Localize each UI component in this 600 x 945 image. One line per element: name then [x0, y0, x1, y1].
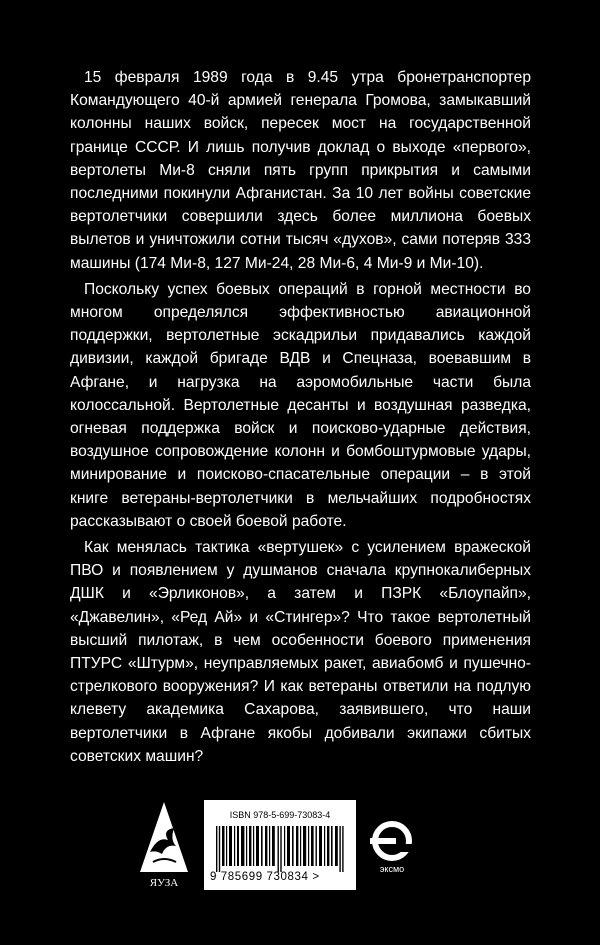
paragraph-3: Как менялась тактика «вертушек» с усилением вражеской ПВО и появлением у душманов сначала крупнокалиберных ДШК и «Эрликонов», а затем и ПЗРК «Блоупайп», «Джавелин», «Ред Ай» и «Стингер»? Что такое вертолетный высший пилотаж, в чем особенности боевого применения ПТУРС «Штурм», неуправляемых ракет, авиабомб и пушечно-стрелкового вооружения? И как ветераны ответили на подлую клевету академика Сахарова, заявившего, что наши вертолетчики в Афгане якобы добивали экипажи сбитых советских машин? — [70, 539, 531, 765]
paragraph-1: 15 февраля 1989 года в 9.45 утра бронетранспортер Командующего 40-й армией генерала Громова, замыкавший колонны наших войск, пересек мост на государственной границе СССР. И лишь получив доклад о выходе «первого», вертолеты Ми-8 сняли пять групп прикрытия и самыми последними покинули Афганистан. За 10 лет войны советские вертолетчики совершили здесь более миллиона боевых вылетов и уничтожили сотни тысяч «духов», сами потеряв 333 машины (174 Ми-8, 127 Ми-24, 28 Ми-6, 4 Ми-9 и Ми-10). — [70, 69, 531, 272]
paragraph-2: Поскольку успех боевых операций в горной местности во многом определялся эффективностью авиационной поддержки, вертолетные эскадрильи придавались каждой дивизии, каждой бригаде ВДВ и Спецназа, воевавшим в Афгане, и нагрузка на аэромобильные части была колоссальной. Вертолетные десанты и воздушная разведка, огневая поддержка войск и поисково-ударные действия, воздушное сопровождение колонн и бомбоштурмовые удары, минирование и поисково-спасательные операции – в этой книге ветераны-вертолетчики в мельчайших подробностях рассказывают о своей боевой работе. — [70, 280, 531, 530]
yauza-label: ЯУЗА — [149, 877, 179, 889]
barcode-digits: 9 785699 730834 > — [210, 871, 320, 883]
barcode-icon — [216, 826, 344, 872]
isbn-barcode-box — [204, 800, 356, 890]
isbn-label: ISBN 978-5-699-73083-4 — [229, 810, 331, 820]
eksmo-logo-icon — [364, 820, 420, 884]
annotation-text — [70, 66, 531, 771]
eksmo-label: эксмо — [379, 864, 405, 874]
yauza-logo-icon — [136, 800, 192, 890]
